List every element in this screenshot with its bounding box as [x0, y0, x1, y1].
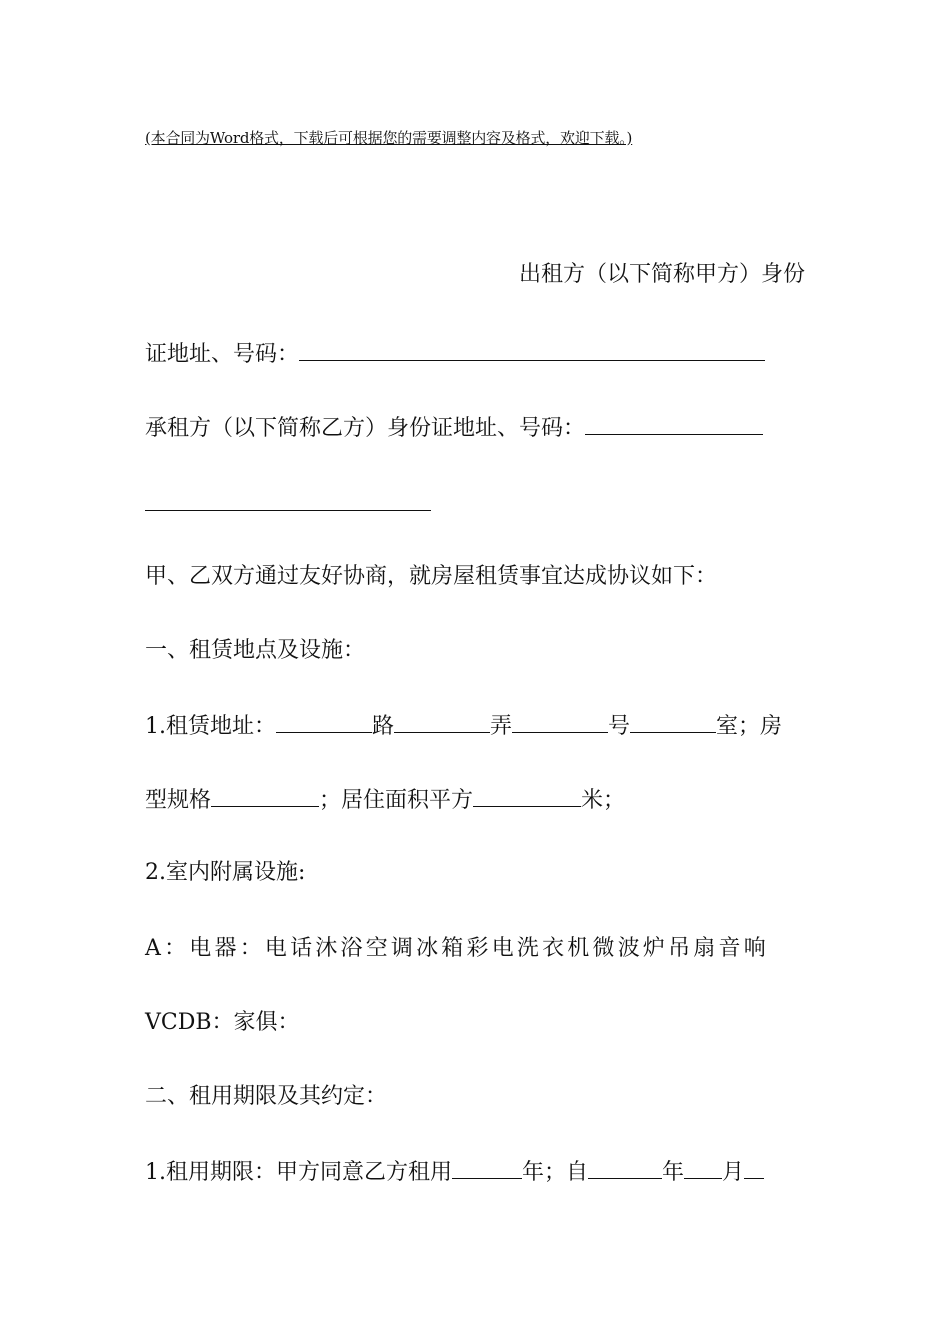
lane-blank[interactable]: [394, 710, 490, 733]
start-year-blank[interactable]: [588, 1156, 662, 1179]
facilities-title-text: 2.室内附属设施:: [145, 860, 306, 885]
format-notice: (本合同为Word格式，下载后可根据您的需要调整内容及格式，欢迎下载。): [145, 129, 633, 147]
road-label: 路: [372, 714, 395, 739]
preamble: [145, 562, 805, 592]
road-blank[interactable]: [276, 710, 372, 733]
lessor-intro: [145, 260, 805, 290]
lessor-id-label: 证地址、号码：: [145, 342, 300, 367]
lease-years-blank[interactable]: [452, 1156, 522, 1179]
lessor-id-line: [145, 338, 805, 370]
lessee-id-blank[interactable]: [585, 412, 763, 435]
start-month-label: 月: [722, 1160, 745, 1185]
appliances-line: [145, 934, 805, 964]
section1-title-text: 一、租赁地点及设施：: [145, 638, 366, 663]
facilities-title: [145, 858, 805, 888]
house-type-blank[interactable]: [211, 784, 319, 807]
house-type-line: [145, 784, 805, 816]
number-label: 号: [608, 714, 631, 739]
lessee-id-label: 承租方（以下简称乙方）身份证地址、号码：: [145, 416, 586, 441]
start-year-label: 年: [662, 1160, 685, 1185]
appliances-cont-text: VCDB：家俱：: [145, 1010, 300, 1035]
rental-address-label: 1.租赁地址：: [145, 714, 276, 739]
appliances-text: A：电器：电话沐浴空调冰箱彩电洗衣机微波炉吊扇音响: [145, 936, 769, 961]
area-unit: 米；: [581, 788, 626, 813]
lessee-id-blank-cont[interactable]: [145, 488, 431, 511]
appliances-continued: [145, 1008, 805, 1038]
lease-years-unit: 年；自: [522, 1160, 589, 1185]
area-blank[interactable]: [473, 784, 581, 807]
rental-address-line: [145, 710, 805, 742]
lease-term-label: 1.租用期限：甲方同意乙方租用: [145, 1160, 452, 1185]
start-day-blank[interactable]: [744, 1156, 764, 1179]
house-type-label: 型规格: [145, 788, 212, 813]
lane-label: 弄: [490, 714, 513, 739]
section1-title: [145, 636, 805, 666]
area-label: ；居住面积平方: [319, 788, 474, 813]
lessee-id-line: [145, 412, 805, 444]
preamble-text: 甲、乙双方通过友好协商，就房屋租赁事宜达成协议如下：: [145, 564, 718, 589]
lessee-id-continued: [145, 488, 805, 520]
section2-title: [145, 1082, 805, 1112]
number-blank[interactable]: [512, 710, 608, 733]
room-blank[interactable]: [630, 710, 716, 733]
section2-title-text: 二、租用期限及其约定：: [145, 1084, 388, 1109]
lessor-intro-text: 出租方（以下简称甲方）身份: [518, 262, 805, 287]
lease-term-line: [145, 1156, 805, 1188]
start-month-blank[interactable]: [684, 1156, 722, 1179]
lessor-id-blank[interactable]: [299, 338, 765, 361]
room-label: 室；房: [716, 714, 783, 739]
